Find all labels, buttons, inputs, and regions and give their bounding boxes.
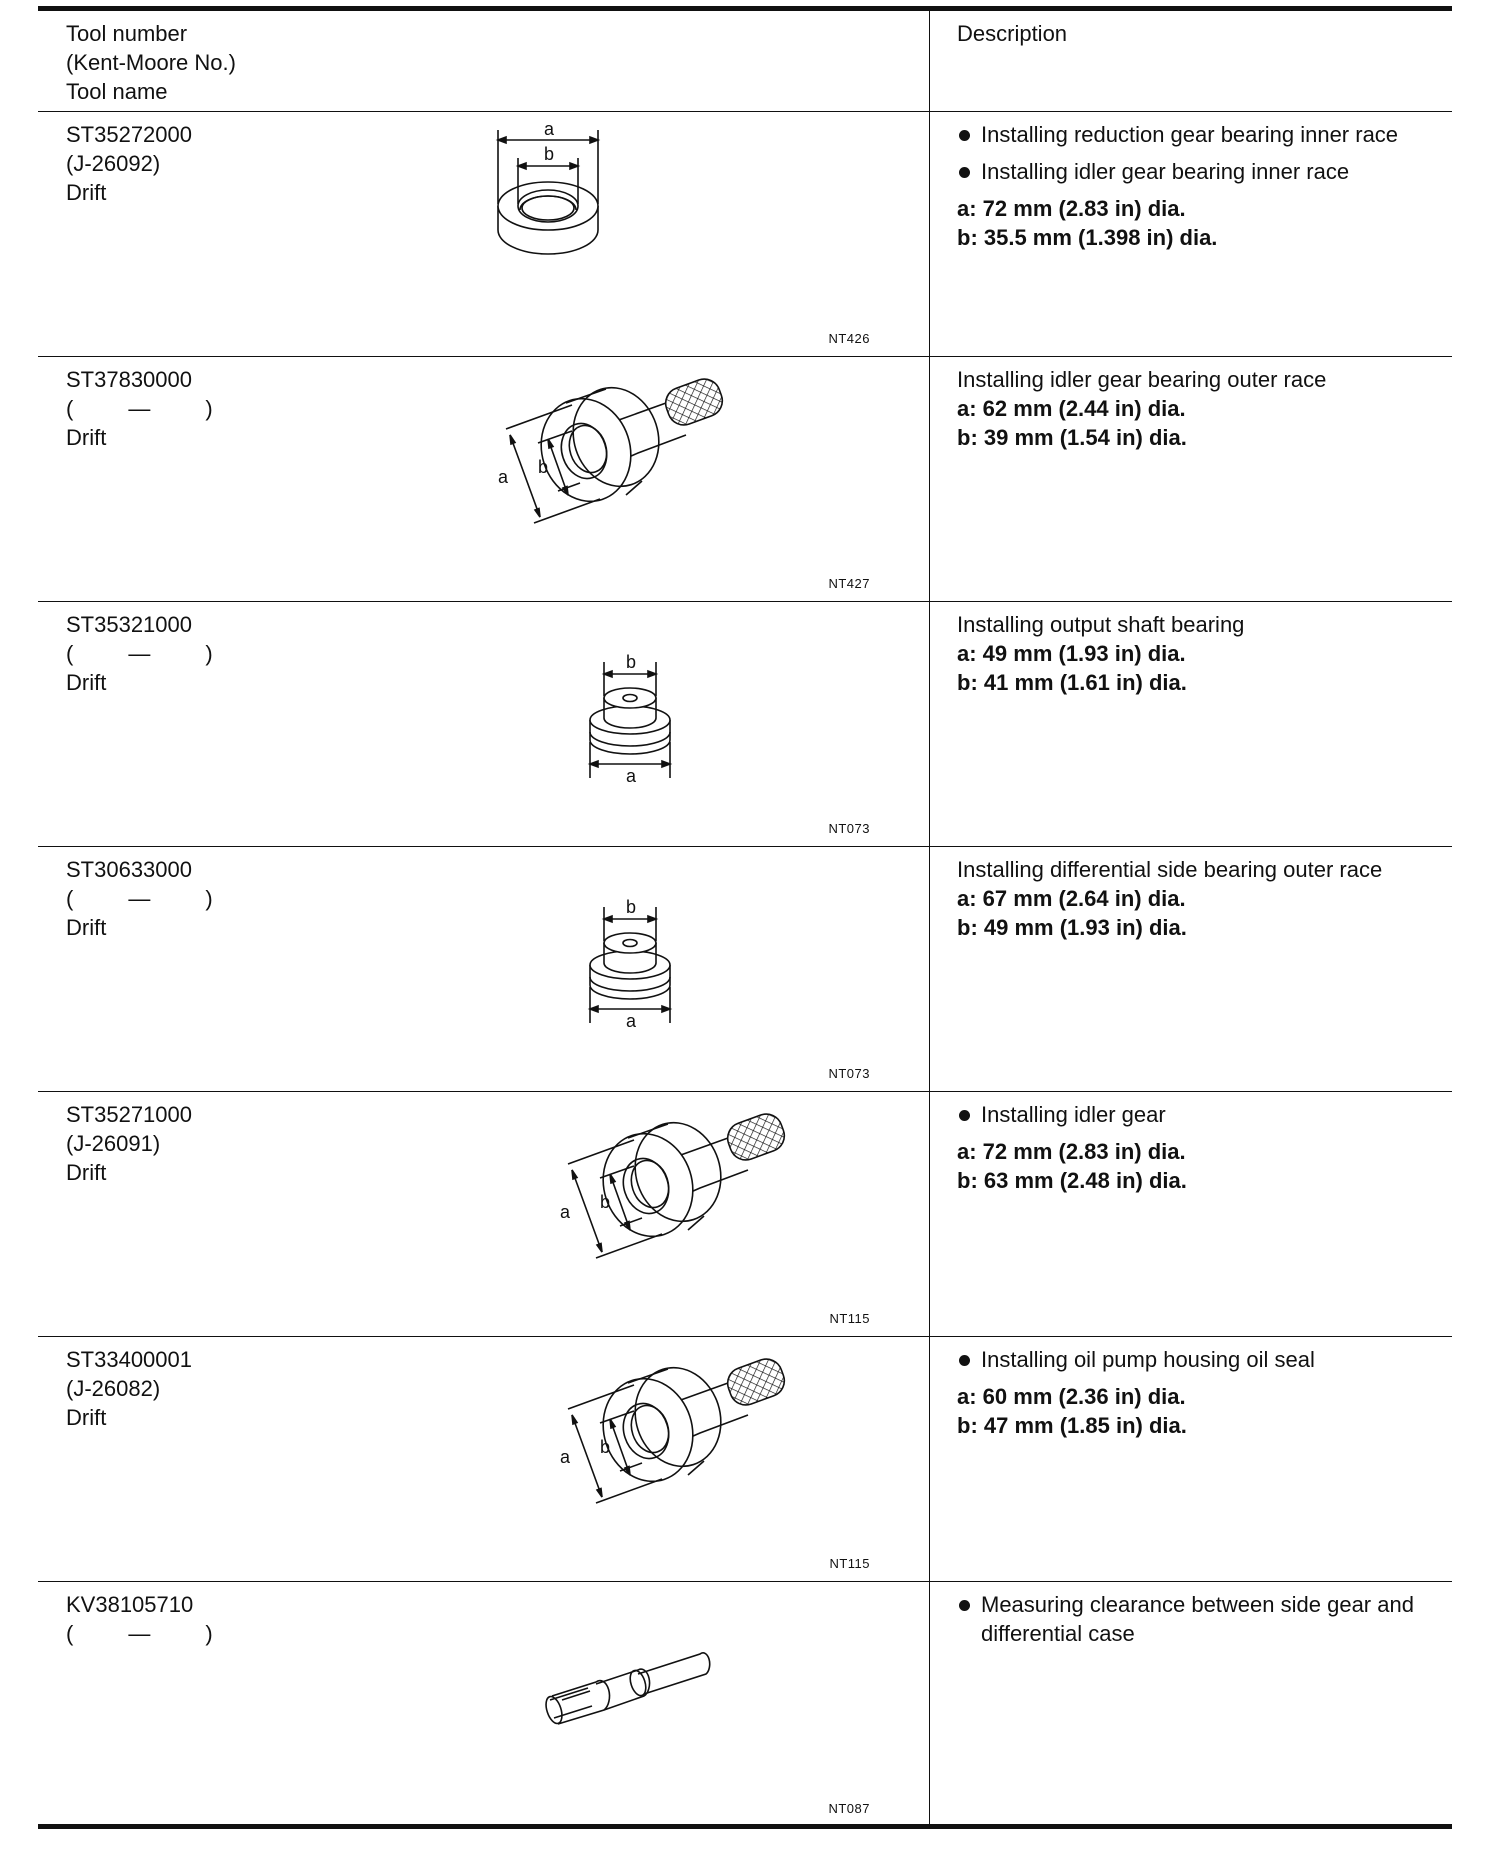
tool-description: [957, 610, 1437, 697]
bullet-text: Installing idler gear bearing inner race: [981, 159, 1350, 184]
column-divider: [929, 1092, 930, 1336]
tool-description: [957, 1345, 1437, 1440]
column-divider: [929, 1337, 930, 1581]
knurled-drift-icon: [478, 363, 898, 595]
tool-description: [957, 1590, 1437, 1656]
column-divider: [929, 602, 930, 846]
tool-name: Drift: [66, 1405, 107, 1430]
figure-code: NT073: [828, 821, 870, 836]
tool-illustration: [478, 608, 898, 840]
kent-moore-number: (J-26091): [66, 1131, 161, 1156]
figure-code: NT115: [829, 1311, 870, 1326]
dimension-spec: b: 49 mm (1.93 in) dia.: [957, 915, 1187, 940]
tool-number: ST33400001: [66, 1347, 192, 1372]
tool-name: Drift: [66, 915, 107, 940]
kent-moore-number: (J-26082): [66, 1376, 161, 1401]
tool-number: ST35272000: [66, 122, 192, 147]
figure-code: NT073: [828, 1066, 870, 1081]
kent-moore-number: ( — ): [66, 1621, 213, 1646]
tool-illustration: [478, 853, 898, 1085]
description-bullet: [957, 1345, 1437, 1374]
svg-text:b: b: [626, 897, 637, 917]
description-text: Installing output shaft bearing: [957, 612, 1245, 637]
knurled-drift-icon: [478, 1098, 898, 1330]
tool-description: [957, 120, 1437, 252]
column-divider: [929, 11, 930, 111]
dimension-spec: a: 62 mm (2.44 in) dia.: [957, 396, 1186, 421]
description-bullet: [957, 1100, 1437, 1129]
header-description: Description: [957, 21, 1068, 46]
table-row: [38, 357, 1452, 602]
special-service-tools-table: [38, 6, 1452, 1829]
header-tool-name: Tool name: [66, 79, 168, 104]
bullet-icon: [959, 1355, 970, 1366]
tool-info: [66, 120, 192, 207]
dimension-spec: a: 67 mm (2.64 in) dia.: [957, 886, 1186, 911]
column-divider: [929, 847, 930, 1091]
svg-text:a: a: [498, 467, 509, 487]
bullet-icon: [959, 167, 970, 178]
description-text: Installing differential side bearing outer race: [957, 857, 1383, 882]
svg-text:b: b: [538, 457, 549, 477]
tool-info: [66, 365, 213, 452]
svg-text:a: a: [626, 766, 637, 786]
dimension-spec: a: 72 mm (2.83 in) dia.: [957, 196, 1186, 221]
svg-text:a: a: [544, 119, 555, 139]
tool-description: [957, 855, 1437, 942]
table-row: [38, 112, 1452, 357]
table-row: [38, 1337, 1452, 1582]
dimension-spec: b: 39 mm (1.54 in) dia.: [957, 425, 1187, 450]
tool-info: [66, 610, 213, 697]
svg-text:a: a: [560, 1202, 571, 1222]
dimension-spec: a: 60 mm (2.36 in) dia.: [957, 1384, 1186, 1409]
bullet-icon: [959, 1600, 970, 1611]
dimension-spec: b: 41 mm (1.61 in) dia.: [957, 670, 1187, 695]
header-tool-number: Tool number: [66, 21, 188, 46]
tool-number: ST30633000: [66, 857, 192, 882]
svg-text:b: b: [600, 1192, 611, 1212]
slotted-pin-icon: [478, 1588, 898, 1820]
description-bullet: [957, 1590, 1437, 1648]
tool-name: Drift: [66, 425, 107, 450]
tool-info: [66, 1590, 213, 1648]
tool-info: [66, 855, 213, 942]
bullet-text: Installing oil pump housing oil seal: [981, 1347, 1315, 1372]
figure-code: NT087: [828, 1801, 870, 1816]
table-row: [38, 1582, 1452, 1824]
svg-text:b: b: [544, 144, 555, 164]
stepped-drift-icon: [478, 853, 898, 1085]
tool-info: [66, 1100, 192, 1187]
svg-text:b: b: [600, 1437, 611, 1457]
bullet-text: Installing idler gear: [981, 1102, 1166, 1127]
tool-info: [66, 1345, 192, 1432]
figure-code: NT426: [828, 331, 870, 346]
column-divider: [929, 1582, 930, 1824]
svg-text:a: a: [626, 1011, 637, 1031]
svg-text:b: b: [626, 652, 637, 672]
dimension-spec: a: 49 mm (1.93 in) dia.: [957, 641, 1186, 666]
tool-illustration: [478, 1588, 898, 1820]
tool-name: Drift: [66, 670, 107, 695]
bullet-icon: [959, 130, 970, 141]
bullet-text: Installing reduction gear bearing inner race: [981, 122, 1399, 147]
knurled-drift-icon: [478, 1343, 898, 1575]
dimension-spec: a: 72 mm (2.83 in) dia.: [957, 1139, 1186, 1164]
header-kent-moore: (Kent-Moore No.): [66, 50, 236, 75]
kent-moore-number: ( — ): [66, 886, 213, 911]
stepped-drift-icon: [478, 608, 898, 840]
tool-number: ST35321000: [66, 612, 192, 637]
svg-text:a: a: [560, 1447, 571, 1467]
kent-moore-number: ( — ): [66, 641, 213, 666]
description-bullet: [957, 157, 1437, 186]
kent-moore-number: (J-26092): [66, 151, 161, 176]
kent-moore-number: ( — ): [66, 396, 213, 421]
tool-description: [957, 365, 1437, 452]
tool-number: KV38105710: [66, 1592, 194, 1617]
tool-number: ST37830000: [66, 367, 192, 392]
bullet-icon: [959, 1110, 970, 1121]
description-text: Installing idler gear bearing outer race: [957, 367, 1327, 392]
column-divider: [929, 357, 930, 601]
column-divider: [929, 112, 930, 356]
dimension-spec: b: 35.5 mm (1.398 in) dia.: [957, 225, 1218, 250]
figure-code: NT115: [829, 1556, 870, 1571]
tool-illustration: [478, 118, 898, 350]
tool-number: ST35271000: [66, 1102, 192, 1127]
description-bullet: [957, 120, 1437, 149]
table-row: [38, 1092, 1452, 1337]
table-header: [38, 11, 1452, 112]
tool-illustration: [478, 363, 898, 595]
tool-name: Drift: [66, 1160, 107, 1185]
tool-name: Drift: [66, 180, 107, 205]
dimension-spec: b: 63 mm (2.48 in) dia.: [957, 1168, 1187, 1193]
table-row: [38, 602, 1452, 847]
bullet-text: Measuring clearance between side gear and differential case: [981, 1592, 1414, 1646]
tool-illustration: [478, 1343, 898, 1575]
table-row: [38, 847, 1452, 1092]
ring-drift-icon: [478, 118, 898, 350]
dimension-spec: b: 47 mm (1.85 in) dia.: [957, 1413, 1187, 1438]
header-tool-column: [66, 19, 236, 106]
figure-code: NT427: [828, 576, 870, 591]
tool-illustration: [478, 1098, 898, 1330]
tool-description: [957, 1100, 1437, 1195]
